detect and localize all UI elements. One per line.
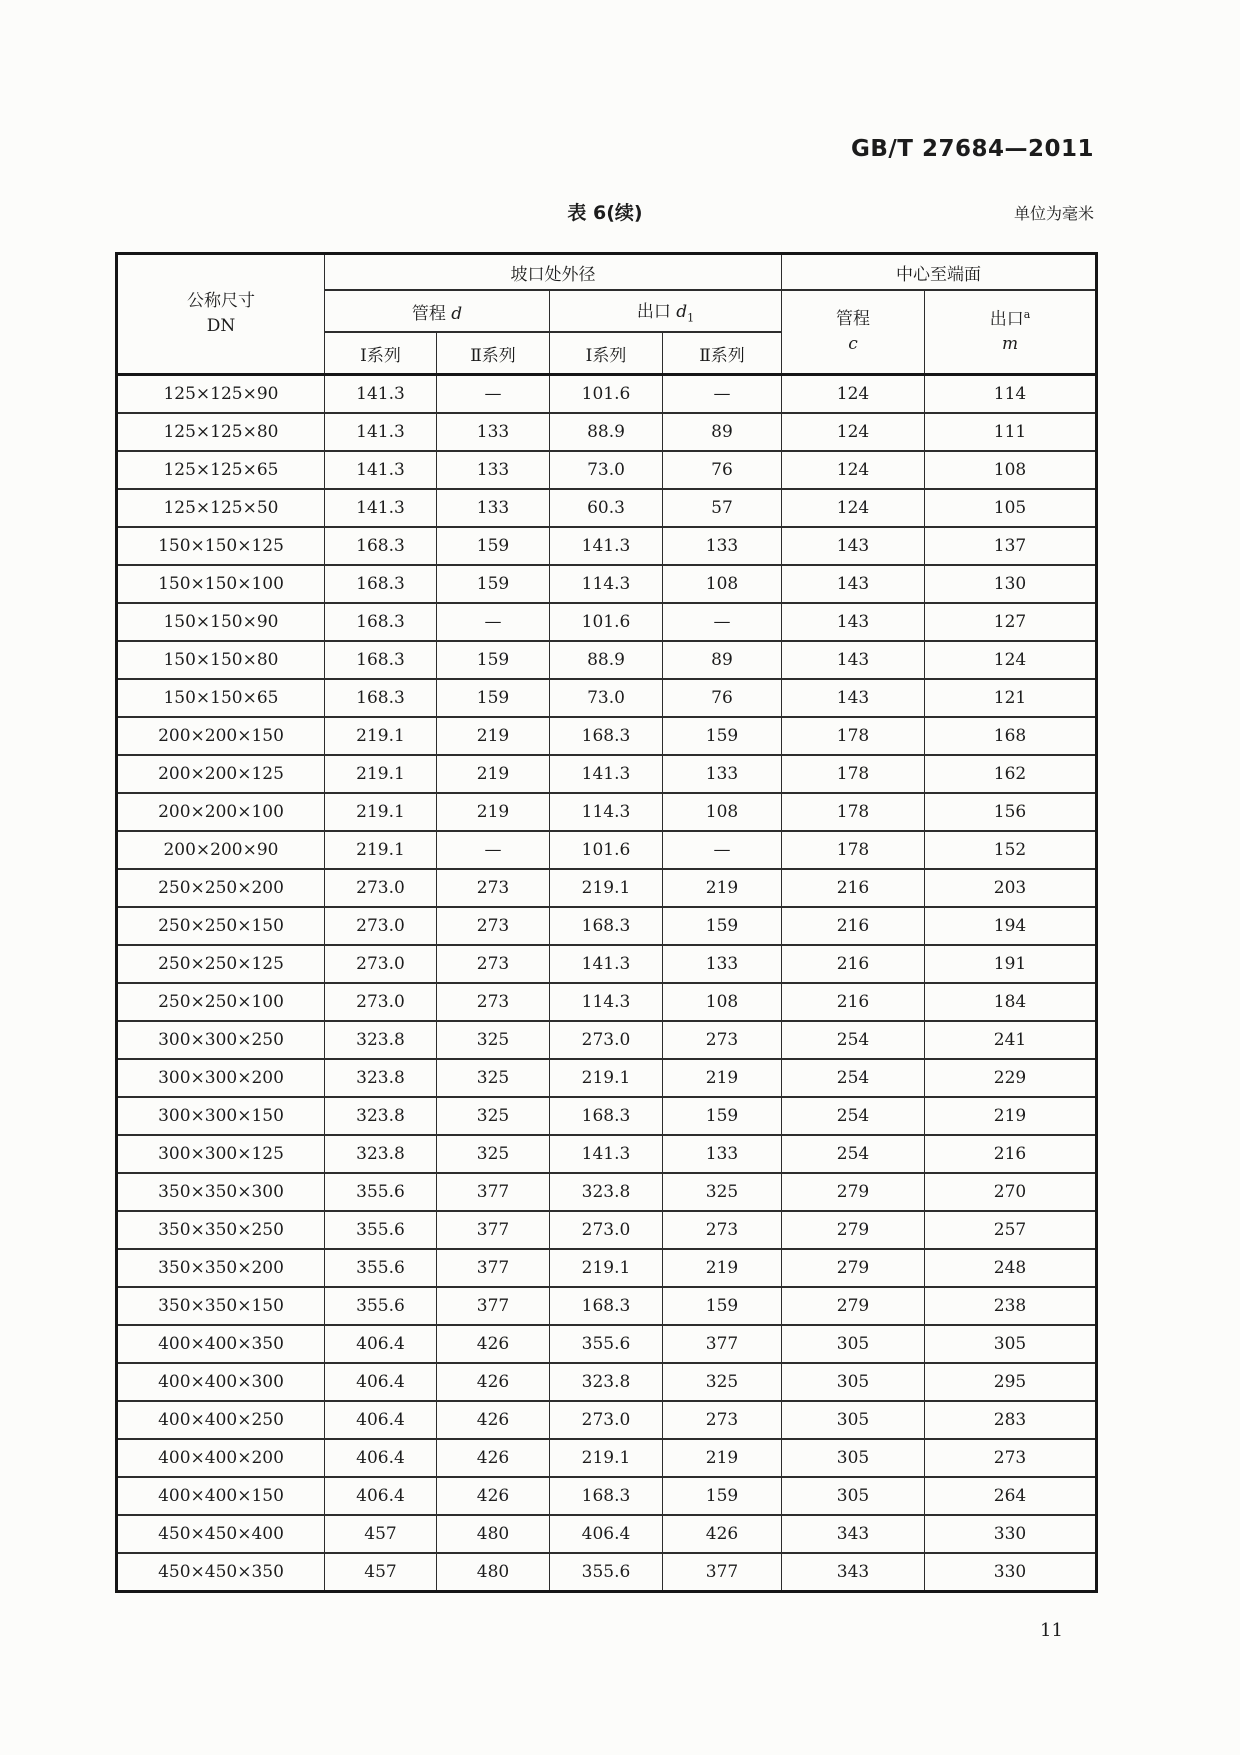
value-cell: 159 xyxy=(663,1287,782,1325)
value-cell: 219 xyxy=(437,717,550,755)
value-cell: 406.4 xyxy=(325,1325,437,1363)
value-cell: 159 xyxy=(437,641,550,679)
value-cell: 273.0 xyxy=(325,983,437,1021)
dn-cell: 400×400×150 xyxy=(117,1477,325,1515)
dn-cell: 125×125×65 xyxy=(117,451,325,489)
value-cell: 355.6 xyxy=(325,1173,437,1211)
dn-cell: 300×300×200 xyxy=(117,1059,325,1097)
value-cell: 377 xyxy=(437,1249,550,1287)
table-body xyxy=(117,375,1097,1592)
value-cell: 254 xyxy=(782,1021,925,1059)
value-cell: 168.3 xyxy=(550,1287,663,1325)
dn-cell: 300×300×125 xyxy=(117,1135,325,1173)
value-cell: 355.6 xyxy=(325,1249,437,1287)
value-cell: 254 xyxy=(782,1059,925,1097)
value-cell: 108 xyxy=(663,983,782,1021)
value-cell: 279 xyxy=(782,1211,925,1249)
value-cell: 124 xyxy=(925,641,1097,679)
col-header-series-1: Ⅰ系列 xyxy=(325,332,437,375)
value-cell: 143 xyxy=(782,679,925,717)
value-cell: — xyxy=(663,831,782,869)
footnote-mark: a xyxy=(1023,308,1031,322)
value-cell: 273 xyxy=(663,1021,782,1059)
value-cell: 273 xyxy=(663,1211,782,1249)
value-cell: 101.6 xyxy=(550,375,663,414)
value-cell: 159 xyxy=(437,527,550,565)
value-cell: 159 xyxy=(663,1477,782,1515)
value-cell: 457 xyxy=(325,1553,437,1592)
value-cell: 480 xyxy=(437,1515,550,1553)
table-row xyxy=(117,565,1097,603)
value-cell: 229 xyxy=(925,1059,1097,1097)
value-cell: 330 xyxy=(925,1515,1097,1553)
value-cell: 219 xyxy=(663,1059,782,1097)
dn-cell: 125×125×80 xyxy=(117,413,325,451)
value-cell: 141.3 xyxy=(550,945,663,983)
value-cell: 219 xyxy=(663,869,782,907)
value-cell: 325 xyxy=(437,1059,550,1097)
value-cell: 323.8 xyxy=(325,1021,437,1059)
value-cell: 305 xyxy=(782,1477,925,1515)
value-cell: 355.6 xyxy=(550,1325,663,1363)
outlet-label: 出口 xyxy=(989,309,1024,330)
value-cell: 219.1 xyxy=(325,831,437,869)
value-cell: 137 xyxy=(925,527,1097,565)
value-cell: 426 xyxy=(437,1325,550,1363)
dn-cell: 250×250×150 xyxy=(117,907,325,945)
value-cell: 238 xyxy=(925,1287,1097,1325)
table-row xyxy=(117,1287,1097,1325)
value-cell: 101.6 xyxy=(550,603,663,641)
var-m: m xyxy=(1001,334,1019,355)
table-row xyxy=(117,1059,1097,1097)
pipe-run-label: 管程 xyxy=(411,303,446,324)
value-cell: 178 xyxy=(782,831,925,869)
var-d: d xyxy=(451,303,463,324)
nominal-size-label: 公称尺寸 xyxy=(187,291,255,312)
value-cell: 159 xyxy=(663,1097,782,1135)
value-cell: 168.3 xyxy=(325,565,437,603)
col-header-pipe-run-d xyxy=(325,290,550,332)
dn-cell: 250×250×100 xyxy=(117,983,325,1021)
table-row xyxy=(117,907,1097,945)
value-cell: 105 xyxy=(925,489,1097,527)
col-header-series-2: Ⅱ系列 xyxy=(437,332,550,375)
value-cell: 273 xyxy=(925,1439,1097,1477)
value-cell: 121 xyxy=(925,679,1097,717)
value-cell: 141.3 xyxy=(550,755,663,793)
value-cell: 141.3 xyxy=(325,489,437,527)
value-cell: 114.3 xyxy=(550,565,663,603)
value-cell: 323.8 xyxy=(550,1173,663,1211)
value-cell: 143 xyxy=(782,565,925,603)
table-row xyxy=(117,1021,1097,1059)
value-cell: 168.3 xyxy=(325,603,437,641)
value-cell: 141.3 xyxy=(325,413,437,451)
value-cell: 219 xyxy=(437,793,550,831)
nominal-size-symbol: DN xyxy=(206,316,236,336)
table-row xyxy=(117,1135,1097,1173)
value-cell: 57 xyxy=(663,489,782,527)
value-cell: 273.0 xyxy=(325,869,437,907)
dn-cell: 125×125×50 xyxy=(117,489,325,527)
value-cell: 426 xyxy=(437,1401,550,1439)
value-cell: 270 xyxy=(925,1173,1097,1211)
dn-cell: 200×200×125 xyxy=(117,755,325,793)
dn-cell: 150×150×80 xyxy=(117,641,325,679)
table-row xyxy=(117,1097,1097,1135)
value-cell: 426 xyxy=(437,1363,550,1401)
var-d1: d xyxy=(676,302,688,323)
value-cell: 248 xyxy=(925,1249,1097,1287)
value-cell: 156 xyxy=(925,793,1097,831)
dn-cell: 300×300×150 xyxy=(117,1097,325,1135)
value-cell: 216 xyxy=(782,869,925,907)
value-cell: 273.0 xyxy=(550,1211,663,1249)
value-cell: 330 xyxy=(925,1553,1097,1592)
table-row xyxy=(117,679,1097,717)
value-cell: 273 xyxy=(663,1401,782,1439)
col-header-pipe-run-c xyxy=(782,290,925,375)
dn-cell: 150×150×90 xyxy=(117,603,325,641)
table-row xyxy=(117,1173,1097,1211)
value-cell: 60.3 xyxy=(550,489,663,527)
value-cell: 143 xyxy=(782,603,925,641)
value-cell: 325 xyxy=(663,1173,782,1211)
table-row xyxy=(117,793,1097,831)
value-cell: 219.1 xyxy=(550,1249,663,1287)
table-row xyxy=(117,869,1097,907)
value-cell: 355.6 xyxy=(550,1553,663,1592)
outlet-label: 出口 xyxy=(636,302,671,323)
value-cell: 279 xyxy=(782,1287,925,1325)
value-cell: — xyxy=(663,375,782,414)
value-cell: 89 xyxy=(663,641,782,679)
dn-cell: 150×150×100 xyxy=(117,565,325,603)
value-cell: 426 xyxy=(437,1477,550,1515)
value-cell: 216 xyxy=(782,945,925,983)
value-cell: 257 xyxy=(925,1211,1097,1249)
value-cell: 273 xyxy=(437,945,550,983)
value-cell: 254 xyxy=(782,1097,925,1135)
value-cell: 191 xyxy=(925,945,1097,983)
value-cell: 88.9 xyxy=(550,641,663,679)
value-cell: 377 xyxy=(437,1173,550,1211)
dn-cell: 300×300×250 xyxy=(117,1021,325,1059)
table-row xyxy=(117,1211,1097,1249)
value-cell: 406.4 xyxy=(325,1363,437,1401)
value-cell: — xyxy=(437,831,550,869)
table-row xyxy=(117,983,1097,1021)
value-cell: 89 xyxy=(663,413,782,451)
value-cell: — xyxy=(663,603,782,641)
value-cell: 141.3 xyxy=(550,527,663,565)
value-cell: 325 xyxy=(437,1021,550,1059)
value-cell: 114 xyxy=(925,375,1097,414)
value-cell: 216 xyxy=(782,907,925,945)
value-cell: 305 xyxy=(925,1325,1097,1363)
value-cell: 101.6 xyxy=(550,831,663,869)
var-c: c xyxy=(848,334,858,354)
value-cell: 325 xyxy=(437,1097,550,1135)
table-row xyxy=(117,641,1097,679)
dn-cell: 350×350×200 xyxy=(117,1249,325,1287)
value-cell: 111 xyxy=(925,413,1097,451)
value-cell: 133 xyxy=(663,755,782,793)
col-header-bevel-od: 坡口处外径 xyxy=(325,254,782,291)
dn-cell: 400×400×250 xyxy=(117,1401,325,1439)
value-cell: 406.4 xyxy=(325,1477,437,1515)
value-cell: — xyxy=(437,603,550,641)
dn-cell: 200×200×90 xyxy=(117,831,325,869)
value-cell: 114.3 xyxy=(550,793,663,831)
value-cell: 73.0 xyxy=(550,451,663,489)
col-header-outlet-d1 xyxy=(550,290,782,332)
value-cell: 203 xyxy=(925,869,1097,907)
col-header-nominal-size xyxy=(117,254,325,375)
value-cell: 295 xyxy=(925,1363,1097,1401)
value-cell: 323.8 xyxy=(550,1363,663,1401)
value-cell: 355.6 xyxy=(325,1287,437,1325)
value-cell: 273.0 xyxy=(325,945,437,983)
value-cell: 273 xyxy=(437,983,550,1021)
dn-cell: 450×450×400 xyxy=(117,1515,325,1553)
value-cell: 426 xyxy=(437,1439,550,1477)
table-row xyxy=(117,755,1097,793)
value-cell: 279 xyxy=(782,1249,925,1287)
value-cell: — xyxy=(437,375,550,414)
value-cell: 325 xyxy=(437,1135,550,1173)
value-cell: 133 xyxy=(437,451,550,489)
value-cell: 108 xyxy=(663,793,782,831)
value-cell: 264 xyxy=(925,1477,1097,1515)
col-header-series-1: Ⅰ系列 xyxy=(550,332,663,375)
value-cell: 141.3 xyxy=(325,375,437,414)
value-cell: 273 xyxy=(437,869,550,907)
value-cell: 241 xyxy=(925,1021,1097,1059)
value-cell: 168.3 xyxy=(550,717,663,755)
value-cell: 343 xyxy=(782,1553,925,1592)
value-cell: 73.0 xyxy=(550,679,663,717)
value-cell: 216 xyxy=(925,1135,1097,1173)
value-cell: 124 xyxy=(782,413,925,451)
table-row xyxy=(117,413,1097,451)
table-row xyxy=(117,1249,1097,1287)
value-cell: 159 xyxy=(663,907,782,945)
dn-cell: 400×400×200 xyxy=(117,1439,325,1477)
dn-cell: 125×125×90 xyxy=(117,375,325,414)
doc-number: GB/T 27684—2011 xyxy=(850,136,1094,162)
value-cell: 305 xyxy=(782,1363,925,1401)
value-cell: 219.1 xyxy=(550,1059,663,1097)
dn-cell: 450×450×350 xyxy=(117,1553,325,1592)
value-cell: 159 xyxy=(437,565,550,603)
table-title: 表 6(续) xyxy=(567,202,643,224)
value-cell: 178 xyxy=(782,793,925,831)
table-row xyxy=(117,945,1097,983)
value-cell: 162 xyxy=(925,755,1097,793)
value-cell: 143 xyxy=(782,527,925,565)
value-cell: 124 xyxy=(782,451,925,489)
dn-cell: 250×250×200 xyxy=(117,869,325,907)
value-cell: 323.8 xyxy=(325,1135,437,1173)
value-cell: 127 xyxy=(925,603,1097,641)
value-cell: 305 xyxy=(782,1401,925,1439)
value-cell: 279 xyxy=(782,1173,925,1211)
page-number: 11 xyxy=(1040,1620,1063,1641)
value-cell: 152 xyxy=(925,831,1097,869)
value-cell: 305 xyxy=(782,1325,925,1363)
spec-table xyxy=(115,252,1098,1593)
value-cell: 377 xyxy=(437,1211,550,1249)
value-cell: 133 xyxy=(663,527,782,565)
value-cell: 168.3 xyxy=(550,1477,663,1515)
dn-cell: 150×150×65 xyxy=(117,679,325,717)
value-cell: 273.0 xyxy=(550,1401,663,1439)
value-cell: 305 xyxy=(782,1439,925,1477)
table-row xyxy=(117,1325,1097,1363)
col-header-series-2: Ⅱ系列 xyxy=(663,332,782,375)
value-cell: 254 xyxy=(782,1135,925,1173)
dn-cell: 350×350×150 xyxy=(117,1287,325,1325)
dn-cell: 250×250×125 xyxy=(117,945,325,983)
value-cell: 178 xyxy=(782,717,925,755)
value-cell: 219.1 xyxy=(325,755,437,793)
outlet-footnote-label xyxy=(927,307,1093,332)
value-cell: 273.0 xyxy=(550,1021,663,1059)
dn-cell: 200×200×150 xyxy=(117,717,325,755)
value-cell: 141.3 xyxy=(325,451,437,489)
value-cell: 124 xyxy=(782,375,925,414)
value-cell: 273.0 xyxy=(325,907,437,945)
table-row xyxy=(117,1515,1097,1553)
value-cell: 168.3 xyxy=(325,527,437,565)
value-cell: 143 xyxy=(782,641,925,679)
dn-cell: 400×400×300 xyxy=(117,1363,325,1401)
value-cell: 323.8 xyxy=(325,1097,437,1135)
value-cell: 406.4 xyxy=(550,1515,663,1553)
dn-cell: 200×200×100 xyxy=(117,793,325,831)
unit-note: 单位为毫米 xyxy=(1013,204,1094,223)
value-cell: 168.3 xyxy=(325,679,437,717)
pipe-run-label: 管程 xyxy=(836,309,870,330)
value-cell: 283 xyxy=(925,1401,1097,1439)
value-cell: 377 xyxy=(663,1553,782,1592)
value-cell: 133 xyxy=(437,489,550,527)
value-cell: 219.1 xyxy=(550,1439,663,1477)
value-cell: 124 xyxy=(782,489,925,527)
value-cell: 377 xyxy=(663,1325,782,1363)
value-cell: 168.3 xyxy=(325,641,437,679)
value-cell: 76 xyxy=(663,679,782,717)
value-cell: 457 xyxy=(325,1515,437,1553)
table-row xyxy=(117,831,1097,869)
value-cell: 159 xyxy=(663,717,782,755)
value-cell: 219.1 xyxy=(325,717,437,755)
col-header-center-to-end: 中心至端面 xyxy=(782,254,1097,291)
dn-cell: 400×400×350 xyxy=(117,1325,325,1363)
value-cell: 184 xyxy=(925,983,1097,1021)
value-cell: 273 xyxy=(437,907,550,945)
value-cell: 168.3 xyxy=(550,907,663,945)
value-cell: 178 xyxy=(782,755,925,793)
value-cell: 216 xyxy=(782,983,925,1021)
value-cell: 325 xyxy=(663,1363,782,1401)
value-cell: 377 xyxy=(437,1287,550,1325)
value-cell: 108 xyxy=(925,451,1097,489)
dn-cell: 350×350×300 xyxy=(117,1173,325,1211)
value-cell: 168 xyxy=(925,717,1097,755)
value-cell: 219.1 xyxy=(550,869,663,907)
value-cell: 406.4 xyxy=(325,1439,437,1477)
value-cell: 219 xyxy=(925,1097,1097,1135)
table-row xyxy=(117,489,1097,527)
value-cell: 194 xyxy=(925,907,1097,945)
value-cell: 130 xyxy=(925,565,1097,603)
value-cell: 133 xyxy=(663,1135,782,1173)
value-cell: 133 xyxy=(437,413,550,451)
value-cell: 76 xyxy=(663,451,782,489)
value-cell: 219.1 xyxy=(325,793,437,831)
table-row xyxy=(117,1477,1097,1515)
table-header xyxy=(117,254,1097,375)
value-cell: 114.3 xyxy=(550,983,663,1021)
value-cell: 159 xyxy=(437,679,550,717)
table-row xyxy=(117,527,1097,565)
value-cell: 323.8 xyxy=(325,1059,437,1097)
value-cell: 343 xyxy=(782,1515,925,1553)
value-cell: 133 xyxy=(663,945,782,983)
value-cell: 426 xyxy=(663,1515,782,1553)
table-row xyxy=(117,717,1097,755)
value-cell: 355.6 xyxy=(325,1211,437,1249)
col-header-outlet-m xyxy=(925,290,1097,375)
table-row xyxy=(117,1363,1097,1401)
table-row xyxy=(117,603,1097,641)
table-row xyxy=(117,1439,1097,1477)
var-d1-subscript: 1 xyxy=(687,311,695,325)
table-row xyxy=(117,375,1097,414)
value-cell: 219 xyxy=(437,755,550,793)
value-cell: 219 xyxy=(663,1249,782,1287)
dn-cell: 350×350×250 xyxy=(117,1211,325,1249)
table-row xyxy=(117,451,1097,489)
value-cell: 108 xyxy=(663,565,782,603)
value-cell: 406.4 xyxy=(325,1401,437,1439)
value-cell: 480 xyxy=(437,1553,550,1592)
dn-cell: 150×150×125 xyxy=(117,527,325,565)
value-cell: 168.3 xyxy=(550,1097,663,1135)
table-row xyxy=(117,1401,1097,1439)
value-cell: 141.3 xyxy=(550,1135,663,1173)
value-cell: 88.9 xyxy=(550,413,663,451)
value-cell: 219 xyxy=(663,1439,782,1477)
table-row xyxy=(117,1553,1097,1592)
